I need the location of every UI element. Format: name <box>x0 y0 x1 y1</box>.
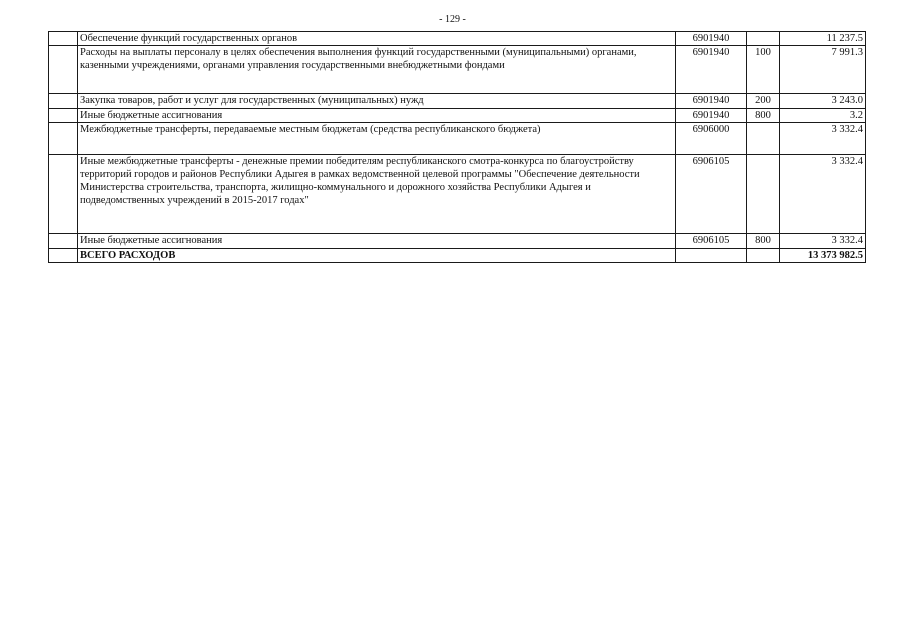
cell-name: Иные межбюджетные трансферты - денежные премии победителям республиканского смотра-конкурса по благоустройству территорий городов и районов Республики Адыгея в рамках ведомственной целевой программы "Обеспечение деятельности Министерства строительства, транспорта, жилищно-коммунального и дорожного хозяйства Республики Адыгея и подведомственных учреждений в 2015-2017 годах" <box>78 155 676 234</box>
cell-code: 6906000 <box>676 123 747 155</box>
cell-code <box>676 249 747 263</box>
cell-number <box>49 249 78 263</box>
cell-number <box>49 109 78 123</box>
cell-sum: 3 332.4 <box>780 123 866 155</box>
cell-type: 200 <box>747 94 780 109</box>
cell-name: Иные бюджетные ассигнования <box>78 234 676 249</box>
cell-name: Иные бюджетные ассигнования <box>78 109 676 123</box>
table-row <box>49 94 866 109</box>
table-row <box>49 123 866 155</box>
cell-name: Закупка товаров, работ и услуг для государственных (муниципальных) нужд <box>78 94 676 109</box>
cell-type <box>747 123 780 155</box>
cell-number <box>49 32 78 46</box>
table-row <box>49 32 866 46</box>
cell-code: 6901940 <box>676 109 747 123</box>
cell-code: 6906105 <box>676 234 747 249</box>
cell-sum: 3 332.4 <box>780 155 866 234</box>
cell-name: Межбюджетные трансферты, передаваемые местным бюджетам (средства республиканского бюджета) <box>78 123 676 155</box>
cell-code: 6901940 <box>676 94 747 109</box>
cell-sum: 13 373 982.5 <box>780 249 866 263</box>
table-row-total <box>49 249 866 263</box>
cell-code: 6901940 <box>676 46 747 94</box>
cell-sum: 3 243.0 <box>780 94 866 109</box>
cell-number <box>49 123 78 155</box>
cell-sum: 3 332.4 <box>780 234 866 249</box>
cell-name: ВСЕГО РАСХОДОВ <box>78 249 676 263</box>
cell-type <box>747 32 780 46</box>
cell-type: 100 <box>747 46 780 94</box>
table-row <box>49 234 866 249</box>
cell-name: Обеспечение функций государственных органов <box>78 32 676 46</box>
cell-number <box>49 155 78 234</box>
cell-sum: 3.2 <box>780 109 866 123</box>
cell-type <box>747 249 780 263</box>
cell-code: 6906105 <box>676 155 747 234</box>
cell-type: 800 <box>747 234 780 249</box>
page-number: - 129 - <box>439 14 466 25</box>
cell-name: Расходы на выплаты персоналу в целях обеспечения выполнения функций государственными (муниципальными) органами, казенными учреждениями, органами управления государственными внебюджетными фондами <box>78 46 676 94</box>
cell-type <box>747 155 780 234</box>
cell-type: 800 <box>747 109 780 123</box>
cell-number <box>49 46 78 94</box>
cell-number <box>49 234 78 249</box>
cell-sum: 11 237.5 <box>780 32 866 46</box>
table-body <box>49 32 866 263</box>
cell-code: 6901940 <box>676 32 747 46</box>
table-row <box>49 46 866 94</box>
cell-sum: 7 991.3 <box>780 46 866 94</box>
table-row <box>49 155 866 234</box>
table-row <box>49 109 866 123</box>
budget-table <box>48 31 866 263</box>
cell-number <box>49 94 78 109</box>
